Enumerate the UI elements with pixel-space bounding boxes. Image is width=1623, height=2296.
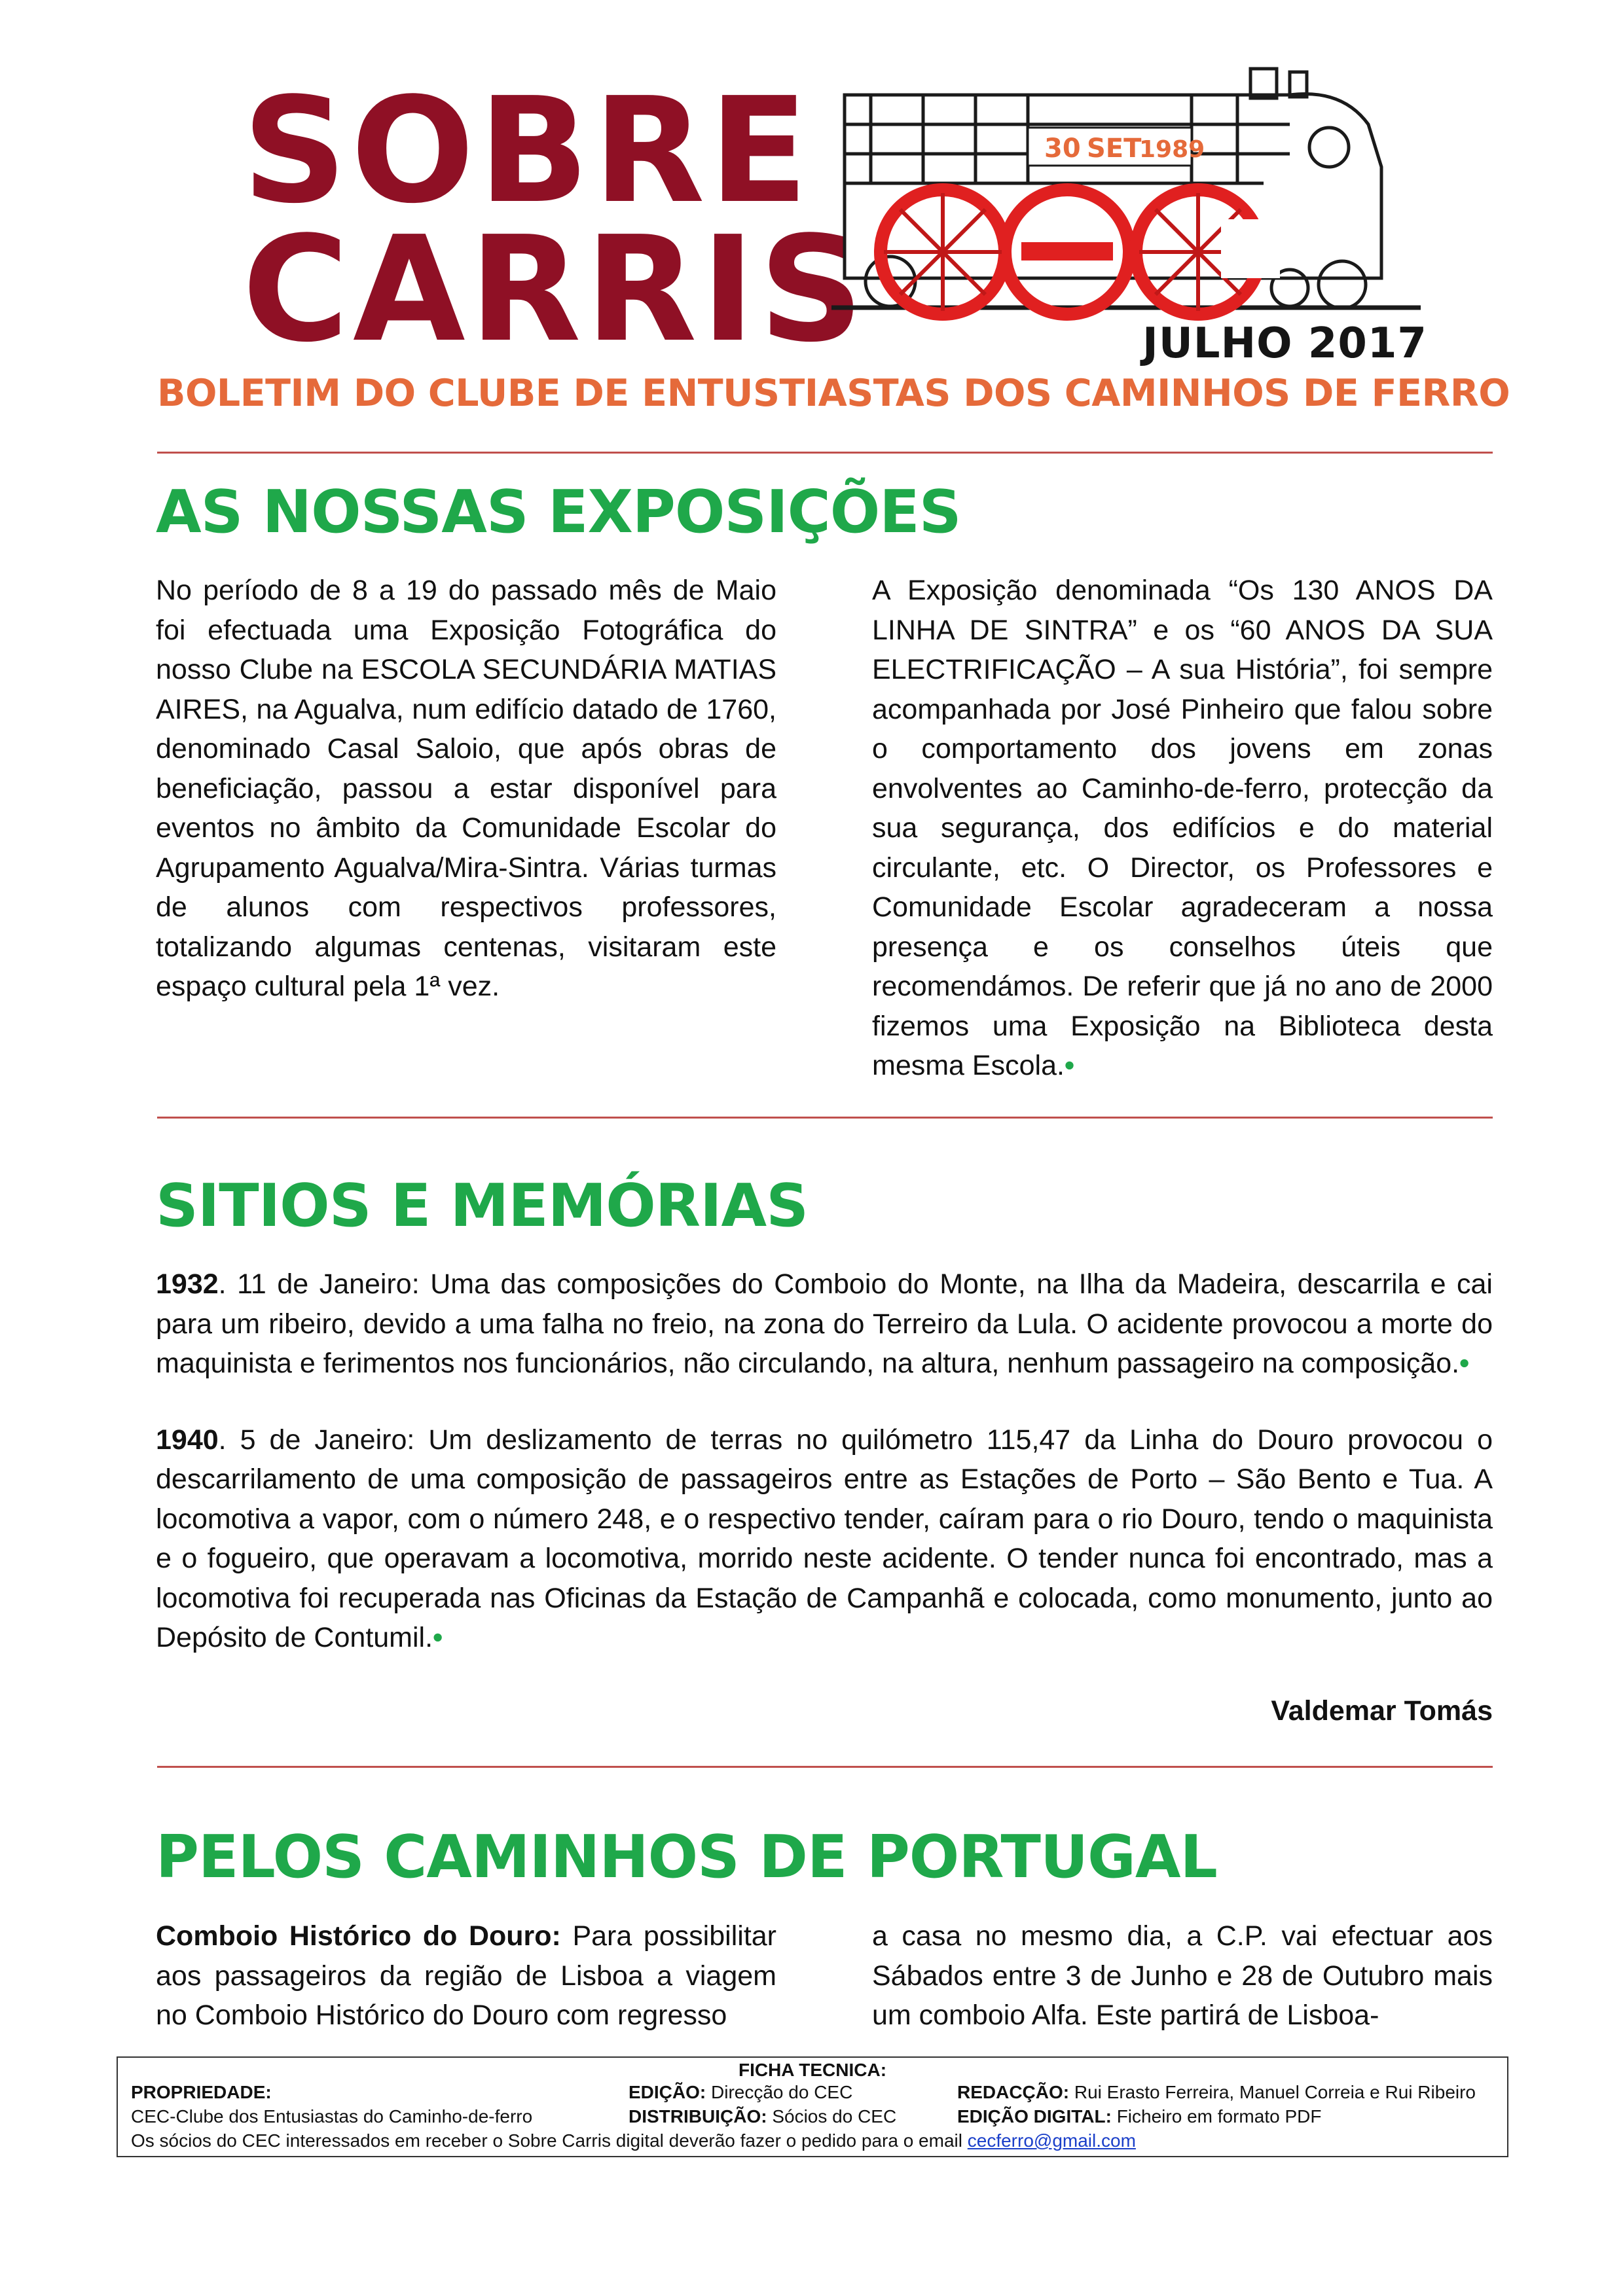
ficha-propriedade-value: CEC-Clube dos Entusiastas do Caminho-de-ferro [131, 2106, 533, 2126]
locomotive-logo [831, 62, 1421, 337]
section3-right-column [872, 1916, 1493, 2036]
section3-lead: Comboio Histórico do Douro: [156, 1920, 561, 1952]
ficha-edicao-label: EDIÇÃO: [629, 2082, 706, 2102]
section2-body [156, 1265, 1493, 1695]
divider [157, 452, 1493, 454]
cec-wheels [881, 190, 1280, 314]
section1-right-text: A Exposição denominada “Os 130 ANOS DA LINHA DE SINTRA” e os “60 ANOS DA SUA ELECTRIFICAÇÃO – A sua História”, foi sempre acompanhada por José Pinheiro que falou sobre o comportamento dos jovens em zonas envolventes ao Caminho-de-ferro, protecção da sua segurança, dos edifícios e do material circulante, etc. O Director, os Professores e Comunidade Escolar agradeceram a nossa presença e os conselhos úteis que recomendámos. De referir que já no ano de 2000 fizemos uma Exposição na Biblioteca desta mesma Escola. [872, 575, 1493, 1081]
section-heading-exposicoes: AS NOSSAS EXPOSIÇÕES [156, 478, 961, 547]
ficha-digital-value: Ficheiro em formato PDF [1111, 2106, 1322, 2126]
memory-text: . 11 de Janeiro: Uma das composições do Comboio do Monte, na Ilha da Madeira, descarrila e cai para um ribeiro, devido a uma falha no freio, na zona do Terreiro da Lula. O acidente provocou a morte do maquinista e ferimentos nos funcionários, não circulando, na altura, nenhum passageiro na composição. [156, 1268, 1493, 1379]
ficha-redaccao-value: Rui Erasto Ferreira, Manuel Correia e Rui Ribeiro [1069, 2082, 1476, 2102]
ficha-edicao-digital [957, 2106, 1321, 2128]
ficha-prop-label: PROPRIEDADE: [131, 2082, 272, 2102]
email-link[interactable]: cecferro@gmail.com [967, 2130, 1136, 2151]
issue-date: JULHO 2017 [1142, 319, 1427, 368]
section3-left-column [156, 1916, 776, 2036]
section3-right-text: a casa no mesmo dia, a C.P. vai efectuar aos Sábados entre 3 de Junho e 28 de Outubro mais um comboio Alfa. Este partirá de Lisboa- [872, 1920, 1493, 2031]
ficha-title: FICHA TECNICA: [738, 2060, 887, 2080]
end-bullet: • [1064, 1050, 1074, 1081]
end-bullet: • [1459, 1348, 1470, 1379]
ficha-distrib-value: Sócios do CEC [767, 2106, 897, 2126]
memory-text: . 5 de Janeiro: Um deslizamento de terras no quilómetro 115,47 da Linha do Douro provocou o descarrilamento de uma composição de passageiros entre as Estações de Porto – São Bento e Tua. A locomotiva a vapor, com o número 248, e o respectivo tender, caíram para o rio Douro, tendo o maquinista e o fogueiro, que operavam a locomotiva, morrido neste acidente. O tender nunca foi encontrado, mas a locomotiva foi recuperada nas Oficinas da Estação de Campanhã e colocada, como monumento, junto ao Depósito de Contumil. [156, 1424, 1493, 1653]
section1-left-column [156, 571, 776, 1007]
ficha-tecnica-box [117, 2056, 1508, 2157]
ficha-distrib-label: DISTRIBUIÇÃO: [629, 2106, 767, 2126]
ficha-note [131, 2130, 1136, 2152]
masthead-title-line2: CARRIS [242, 206, 868, 374]
badge-day: 30 [1044, 134, 1081, 164]
masthead-subtitle: BOLETIM DO CLUBE DE ENTUSTIASTAS DOS CAMINHOS DE FERRO [157, 372, 1510, 415]
masthead-title-line1: SOBRE [242, 67, 812, 236]
memory-item-1940 [156, 1420, 1493, 1658]
memory-item-1932 [156, 1265, 1493, 1384]
end-bullet: • [433, 1622, 443, 1653]
divider [157, 1117, 1493, 1119]
ficha-redaccao [957, 2081, 1476, 2104]
badge-month: SET [1087, 134, 1142, 164]
section-heading-caminhos: PELOS CAMINHOS DE PORTUGAL [156, 1823, 1217, 1892]
memory-year: 1940 [156, 1424, 219, 1456]
ficha-distribuicao [629, 2106, 896, 2128]
section3-left-paragraph [156, 1916, 776, 2036]
badge [1028, 128, 1205, 166]
section3-left-text: Para possibilitar aos passageiros da região de Lisboa a viagem no Comboio Histórico do Douro com regresso [156, 1920, 776, 2031]
memory-year: 1932 [156, 1268, 219, 1300]
divider [157, 1766, 1493, 1768]
section1-right-paragraph [872, 571, 1493, 1086]
ficha-note-text: Os sócios do CEC interessados em receber o Sobre Carris digital deverão fazer o pedido para o email [131, 2130, 968, 2151]
author-signature: Valdemar Tomás [1271, 1695, 1493, 1727]
section1-left-text: No período de 8 a 19 do passado mês de Maio foi efectuada uma Exposição Fotográfica do nosso Clube na ESCOLA SECUNDÁRIA MATIAS AIRES, na Agualva, num edifício datado de 1760, denominado Casal Saloio, que após obras de beneficiação, passou a estar disponível para eventos no âmbito da Comunidade Escolar do Agrupamento Agualva/Mira-Sintra. Várias turmas de alunos com respectivos professores, totalizando algumas centenas, visitaram este espaço cultural pela 1ª vez. [156, 575, 776, 1002]
ficha-edicao-value: Direcção do CEC [706, 2082, 853, 2102]
masthead-title [242, 67, 868, 374]
ficha-digital-label: EDIÇÃO DIGITAL: [957, 2106, 1112, 2126]
badge-year: 1989 [1139, 136, 1205, 163]
ficha-redaccao-label: REDACÇÃO: [957, 2082, 1070, 2102]
ficha-edicao [629, 2081, 852, 2104]
section1-right-column [872, 571, 1493, 1086]
ficha-propriedade-label [131, 2081, 272, 2104]
section-heading-sitios: SITIOS E MEMÓRIAS [156, 1172, 809, 1240]
